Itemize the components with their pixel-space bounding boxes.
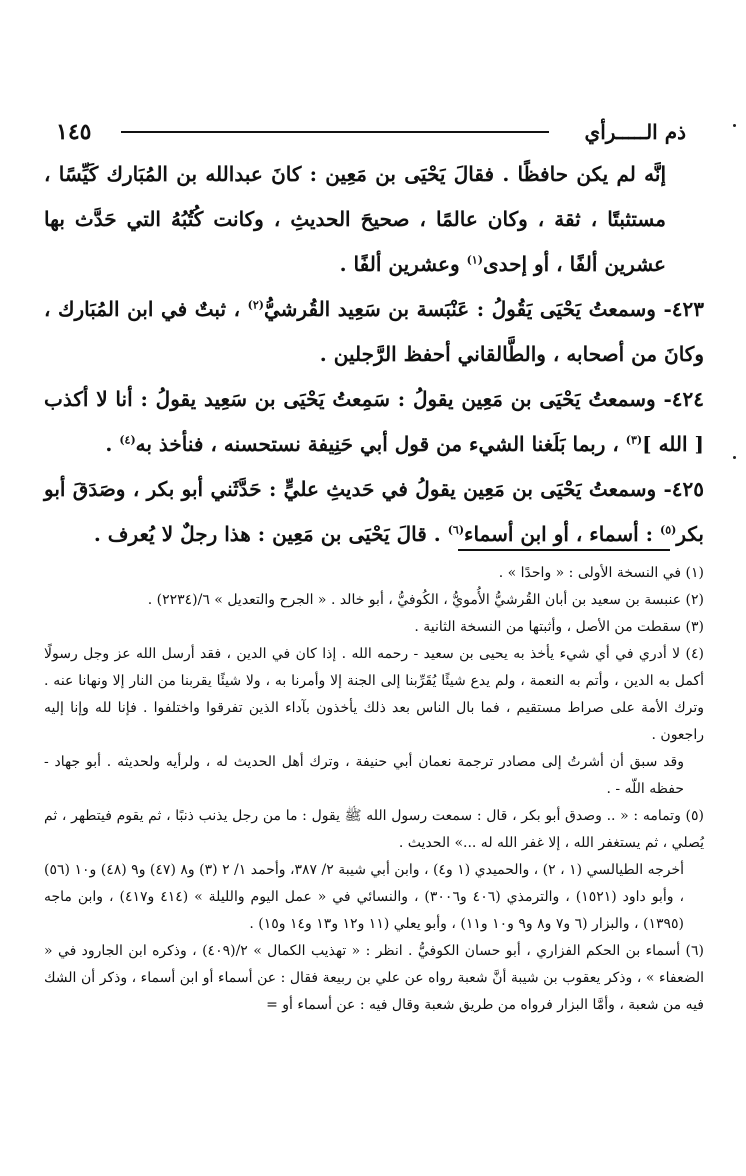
page-number: ١٤٥ [56, 119, 92, 145]
footnote-ref: (٥) [659, 523, 677, 537]
scan-speck [733, 456, 736, 459]
scan-speck [733, 124, 736, 127]
narration-425 [44, 467, 704, 557]
paragraph-text: ٤٢٣- وسمعتُ يَحْيَى يَقُولُ : عَنْبَسة بن سَعِيد القُرشيُّ [264, 297, 704, 321]
running-title: ذم الـــــرأي [584, 120, 686, 144]
footnote-3: (٣) سقطت من الأصل ، وأثبتها من النسخة الثانية . [414, 619, 704, 635]
footnote-ref: (٣) [625, 433, 643, 447]
footnote-ref: (١) [466, 253, 483, 267]
footnote-4: (٤) لا أدري في أي شيء يأخذ به يحيى بن سعيد - رحمه الله . إذا كان في الدين ، فقد أرسل الله عز وجل رسولًا أكمل به الدين ، وأتم به النعمة ، ولم يدع شيئًا يُقَرِّبنا إلى الجنة إلا وأمرنا به ، ولا شيئًا يقربنا من النار إلا ونهانا عنه . وترك الأمة على صراط مستقيم ، فما بال الناس بعد ذلك يأخذون بآداء الذين تفرقوا واختلفوا . فإنا لله وإنا إليه راجعون . [44, 646, 704, 743]
footnote-2: (٢) عنبسة بن سعيد بن أبان القُرشيُّ الأُمويُّ ، الكُوفيُّ ، أبو خالد . « الجرح والتعديل » ٦/(٢٢٣٤) . [147, 592, 704, 608]
footnote-separator [458, 549, 670, 551]
paragraph-continuation [44, 152, 704, 287]
footnotes [44, 560, 704, 1019]
paragraph-text: ، ربما بَلَغنا الشيء من قول أبي حَنِيفة نستحسنه ، فنأخذ به [135, 432, 626, 456]
footnote-ref: (٤) [119, 433, 136, 447]
footnote-1: (١) في النسخة الأولى : « واحدًا » . [498, 565, 704, 581]
paragraph-text: إنَّه لم يكن حافظًا . فقالَ يَحْيَى بن مَعِين : كانَ عبدالله بن المُبَارك كَيِّسًا ، مستثبتًا ، ثقة ، وكان عالمًا ، صحيحَ الحديثِ ، وكانت كُتُبُهُ التي حَدَّث بها عشرين ألفًا ، أو إحدى [44, 162, 666, 276]
header-rule [121, 131, 548, 133]
footnote-ref: (٢) [247, 298, 264, 312]
paragraph-text: وعشرين ألفًا . [339, 252, 467, 276]
paragraph-text: . قالَ يَحْيَى بن مَعِين : هذا رجلٌ لا يُعرف . [93, 522, 448, 546]
footnote-5: (٥) وتمامه : « .. وصدق أبو بكر ، قال : سمعت رسول الله ﷺ يقول : ما من رجل يذنب ذنبًا ، ثم يقوم فيتطهر ، ثم يُصلي ، ثم يستغفر الله ، إلا غفر الله له ...» الحديث . [44, 808, 704, 851]
narration-424 [44, 377, 704, 467]
paragraph-text: : أسماء ، أو ابن أسماء [464, 522, 660, 546]
footnote-4-continued: وقد سبق أن أشرتُ إلى مصادر ترجمة نعمان أبي حنيفة ، وترك أهل الحديث له ، ولرأيه ولحديثه . أبو جهاد - حفظه اللّه - . [44, 754, 685, 797]
paragraph-text: . [105, 432, 120, 456]
page-header [56, 112, 686, 152]
main-text [44, 152, 704, 557]
paragraph-text: ٤٢٤- وسمعتُ يَحْيَى بن مَعِين يقولُ : سَمِعتُ يَحْيَى بن سَعِيد يقولُ : أنا لا أكذب [ الله ] [44, 387, 704, 456]
footnote-5-continued: أخرجه الطيالسي (١ ، ٢) ، والحميدي (١ و٤) ، وابن أبي شيبة ٢/ ٣٨٧، وأحمد ١/ ٢ (٣) و٨ (٤٧) و٩ (٤٨) و١٠ (٥٦) ، وأبو داود (١٥٢١) ، والترمذي (٤٠٦ و٣٠٠٦) ، والنسائي في « عمل اليوم والليلة » (٤١٤ و٤١٧) ، وابن ماجه (١٣٩٥) ، والبزار (٦ و٧ و٨ و٩ و١٠ و١١) ، وأبو يعلي (١١ و١٢ و١٣ و١٤ و١٥) . [44, 862, 685, 932]
footnote-ref: (٦) [447, 523, 465, 537]
narration-423 [44, 287, 704, 377]
footnote-6: (٦) أسماء بن الحكم الفزاري ، أبو حسان الكوفيُّ . انظر : « تهذيب الكمال » ٢/(٤٠٩) ، وذكره ابن الجارود في « الضعفاء » ، وذكر يعقوب بن شيبة أنَّ شعبة رواه عن علي بن ربيعة فقال : عن أسماء أو ابن أسماء ، وذكر أن الشك فيه من شعبة ، وأمَّا البزار فرواه من طريق شعبة وقال فيه : عن أسماء أو = [44, 943, 704, 1013]
paragraph-text: ، ثبتٌ في ابن المُبَارك ، وكانَ من أصحابه ، والطَّالقاني أحفظ الرَّجلين . [44, 297, 704, 366]
paragraph-text: ٤٢٥- وسمعتُ يَحْيَى بن مَعِين يقولُ في حَديثِ عليٍّ : حَدَّثَني أبو بكر ، وصَدَقَ أبو بكر [44, 477, 704, 546]
